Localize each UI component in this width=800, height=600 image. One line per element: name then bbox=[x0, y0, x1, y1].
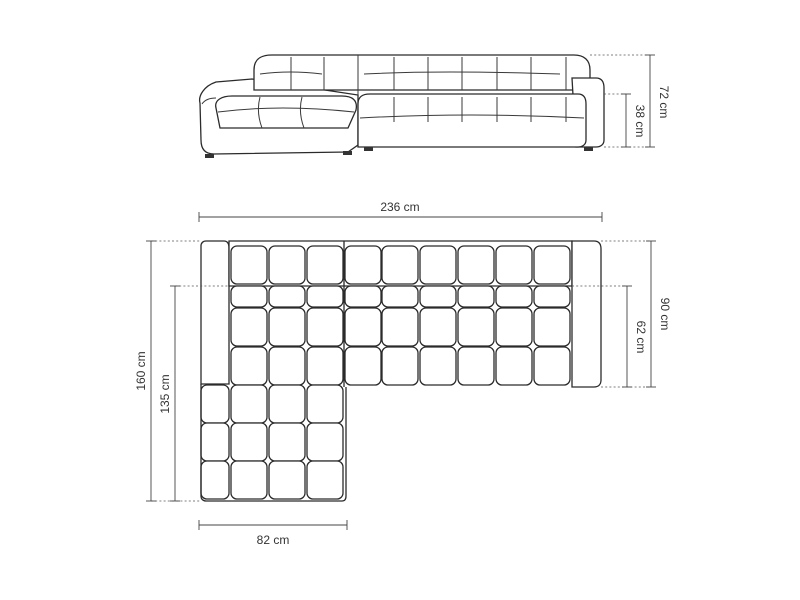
seat-cushion bbox=[307, 286, 343, 307]
seat-cushion bbox=[382, 308, 418, 346]
seat-cushion bbox=[231, 308, 267, 346]
seat-cushion bbox=[231, 347, 267, 385]
chaise-side-cushion bbox=[201, 385, 229, 423]
top-view bbox=[134, 241, 672, 547]
chaise-seat-length-label: 135 cm bbox=[158, 374, 172, 414]
seat-cushion bbox=[345, 286, 381, 307]
seat-cushion bbox=[420, 308, 456, 346]
seat-cushion bbox=[496, 308, 532, 346]
chaise-cushion bbox=[231, 423, 267, 461]
front-view bbox=[200, 55, 671, 158]
top-left-arm bbox=[201, 241, 229, 384]
seat-cushion bbox=[382, 286, 418, 307]
seat-cushion bbox=[534, 286, 570, 307]
front-foot bbox=[205, 154, 214, 158]
seat-depth-label: 62 cm bbox=[634, 320, 648, 354]
chaise-side-cushion bbox=[201, 423, 229, 461]
top-back-cushions bbox=[231, 246, 570, 284]
seat-cushion bbox=[269, 286, 305, 307]
chaise-cushion bbox=[307, 385, 343, 423]
chaise-width-label: 82 cm bbox=[256, 533, 290, 547]
chaise-cushion bbox=[307, 423, 343, 461]
back-cushion bbox=[534, 246, 570, 284]
back-cushion bbox=[269, 246, 305, 284]
seat-cushion bbox=[307, 347, 343, 385]
seat-cushion bbox=[458, 308, 494, 346]
back-cushion bbox=[420, 246, 456, 284]
seat-cushion bbox=[382, 347, 418, 385]
chaise-cushion bbox=[307, 461, 343, 499]
chaise-cushion bbox=[269, 461, 305, 499]
seat-cushion bbox=[496, 286, 532, 307]
seat-cushion bbox=[269, 308, 305, 346]
total-height-label: 72 cm bbox=[657, 85, 671, 119]
seat-cushion bbox=[345, 347, 381, 385]
back-cushion bbox=[458, 246, 494, 284]
back-cushion bbox=[496, 246, 532, 284]
front-foot bbox=[364, 147, 373, 151]
seat-cushion bbox=[231, 286, 267, 307]
back-cushion bbox=[231, 246, 267, 284]
chaise-length-label: 160 cm bbox=[134, 351, 148, 391]
top-right-arm bbox=[572, 241, 601, 387]
seat-cushion bbox=[345, 308, 381, 346]
back-cushion bbox=[382, 246, 418, 284]
seat-height-label: 38 cm bbox=[633, 104, 647, 138]
seat-cushion bbox=[269, 347, 305, 385]
top-main-seat bbox=[231, 286, 570, 385]
total-width-label: 236 cm bbox=[380, 200, 420, 214]
seat-cushion bbox=[420, 347, 456, 385]
chaise-cushion bbox=[269, 385, 305, 423]
back-cushion bbox=[345, 246, 381, 284]
chaise-side-cushion bbox=[201, 461, 229, 499]
seat-cushion bbox=[420, 286, 456, 307]
chaise-cushion bbox=[231, 461, 267, 499]
front-foot bbox=[584, 147, 593, 151]
seat-cushion bbox=[458, 286, 494, 307]
seat-cushion bbox=[307, 308, 343, 346]
seat-cushion bbox=[496, 347, 532, 385]
front-chaise-seat bbox=[216, 96, 357, 128]
chaise-cushion bbox=[231, 385, 267, 423]
width-dimension bbox=[199, 200, 602, 222]
back-cushion bbox=[307, 246, 343, 284]
seat-cushion bbox=[458, 347, 494, 385]
seat-cushion bbox=[534, 308, 570, 346]
total-depth-label: 90 cm bbox=[658, 297, 672, 331]
front-main-seat bbox=[358, 94, 586, 147]
seat-cushion bbox=[534, 347, 570, 385]
chaise-cushion bbox=[269, 423, 305, 461]
top-chaise-seat bbox=[201, 385, 343, 499]
front-foot bbox=[343, 151, 352, 155]
